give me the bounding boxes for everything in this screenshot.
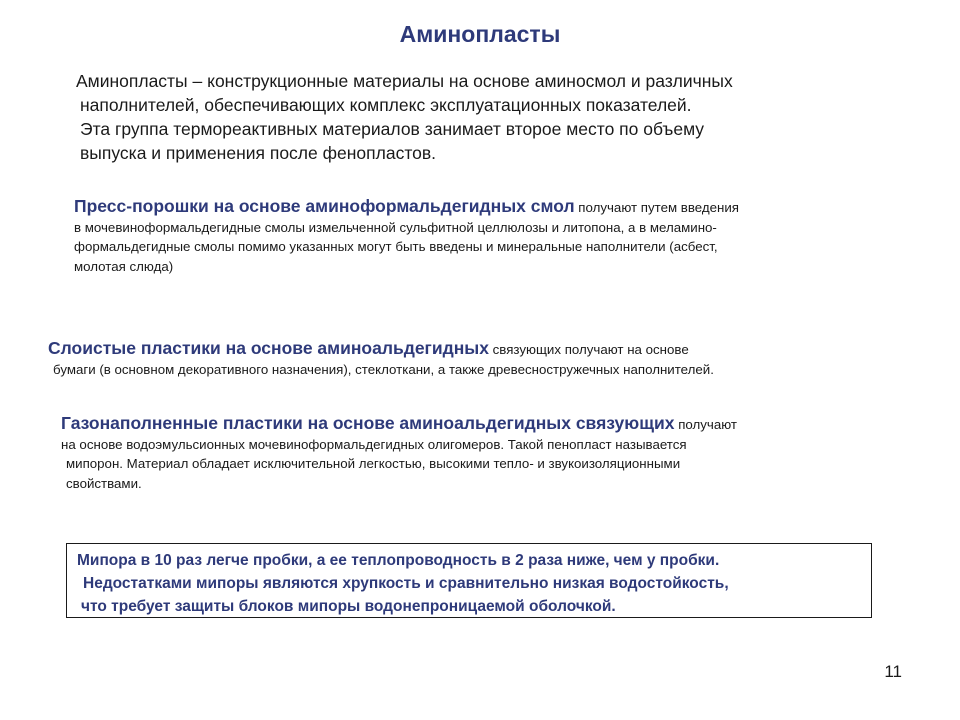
section-gas-filled-first-line-rest: получают bbox=[674, 417, 737, 432]
section-press-powders bbox=[74, 197, 894, 276]
section-press-powders-first-line bbox=[74, 197, 894, 218]
page-number: 11 bbox=[884, 662, 902, 681]
callout-box bbox=[66, 543, 872, 618]
section-gas-filled-line-4: свойствами. bbox=[66, 475, 142, 491]
section-layered-plastics bbox=[48, 339, 898, 379]
section-gas-filled-line-3: мипорон. Материал обладает исключительной легкостью, высокими тепло- и звукоизоляционными bbox=[66, 456, 681, 471]
section-press-powders-line-4: молотая слюда) bbox=[74, 258, 174, 274]
section-gas-filled-first-line bbox=[61, 414, 901, 435]
intro-line-4: выпуска и применения после фенопластов. bbox=[80, 143, 437, 163]
intro-line-2: наполнителей, обеспечивающих комплекс эксплуатационных показателей. bbox=[80, 95, 692, 115]
section-press-powders-line-2: в мочевиноформальдегидные смолы измельченной сульфитной целлюлозы и литопона, а в меламино- bbox=[74, 219, 717, 235]
section-press-powders-heading: Пресс-порошки на основе аминоформальдегидных смол bbox=[74, 196, 575, 216]
callout-line-2: Недостатками мипоры являются хрупкость и сравнительно низкая водостойкость, bbox=[83, 575, 729, 592]
section-layered-plastics-first-line bbox=[48, 339, 898, 360]
section-layered-plastics-first-line-rest: связующих получают на основе bbox=[488, 342, 689, 357]
section-gas-filled-heading: Газонаполненные пластики на основе аминоальдегидных связующих bbox=[61, 413, 675, 433]
slide-title: Аминопласты bbox=[399, 21, 561, 47]
section-gas-filled-plastics bbox=[61, 414, 901, 493]
intro-paragraph bbox=[76, 69, 876, 165]
section-press-powders-first-line-rest: получают путем введения bbox=[574, 200, 740, 215]
intro-line-3: Эта группа термореактивных материалов занимает второе место по объему bbox=[80, 119, 705, 139]
section-press-powders-line-3: формальдегидные смолы помимо указанных могут быть введены и минеральные наполнители (асбест, bbox=[74, 239, 718, 254]
section-gas-filled-line-2: на основе водоэмульсионных мочевиноформальдегидных олигомеров. Такой пенопласт называется bbox=[61, 436, 687, 452]
intro-line-1: Аминопласты – конструкционные материалы на основе аминосмол и различных bbox=[76, 71, 733, 91]
section-layered-plastics-heading: Слоистые пластики на основе аминоальдегидных bbox=[48, 338, 489, 358]
callout-line-1: Мипора в 10 раз легче пробки, а ее теплопроводность в 2 раза ниже, чем у пробки. bbox=[77, 552, 720, 569]
callout-line-3: что требует защиты блоков мипоры водонепроницаемой оболочкой. bbox=[81, 598, 616, 615]
section-layered-plastics-line-2: бумаги (в основном декоративного назначения), стеклоткани, а также древесностружечных наполнителей. bbox=[53, 361, 714, 377]
